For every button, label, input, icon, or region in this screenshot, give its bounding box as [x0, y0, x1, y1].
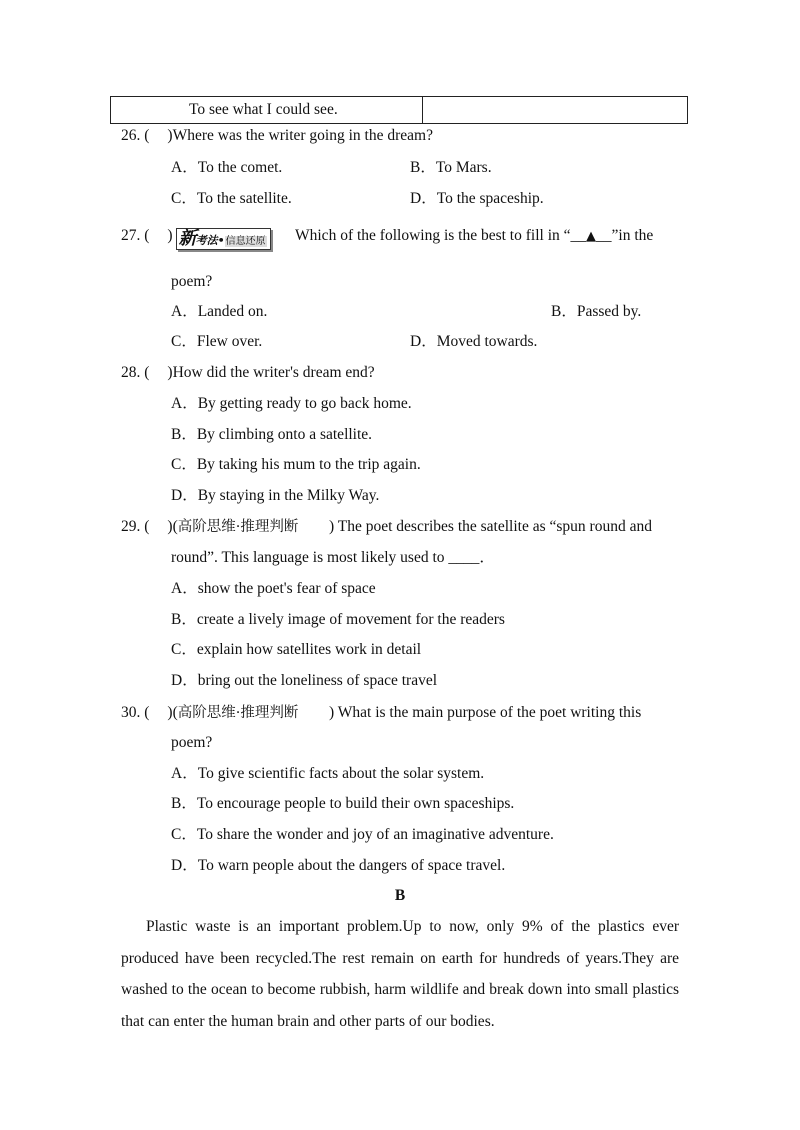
option-d: D．To the spaceship. — [410, 190, 544, 207]
question-27-stem — [295, 226, 679, 247]
table-cell-text: To see what I could see. — [189, 101, 338, 118]
question-29-stem-line1: ) The poet describes the satellite as “spun round and — [329, 518, 652, 535]
question-tag: 高阶思维·推理判断 — [177, 705, 299, 721]
option-b: B．To encourage people to build their own spaceships. — [171, 795, 515, 812]
question-stem-post: ”in the — [611, 227, 654, 244]
option-a: A．To the comet. — [171, 159, 283, 176]
question-close: ) — [167, 227, 173, 244]
option-c: C．To the satellite. — [171, 190, 292, 207]
badge-tail-text: 信息还原 — [225, 236, 266, 247]
option-c: C．To share the wonder and joy of an imaginative adventure. — [171, 826, 554, 843]
triangle-marker: ▲ — [586, 229, 597, 244]
question-29-stem-line2: round”. This language is most likely used to ____． — [171, 549, 495, 566]
question-28 — [121, 363, 375, 383]
question-number: 26. ( — [121, 127, 150, 144]
question-30-stem-line2: poem? — [171, 734, 213, 751]
option-b: B．Passed by. — [551, 303, 642, 320]
option-c: C．By taking his mum to the trip again. — [171, 456, 421, 473]
option-b: B．create a lively image of movement for the readers — [171, 611, 505, 628]
option-d: D．Moved towards. — [410, 333, 538, 350]
question-27-stem-line2: poem? — [171, 273, 213, 290]
question-number: 28. ( — [121, 364, 150, 381]
option-a: A．show the poet's fear of space — [171, 580, 376, 597]
option-d: D．By staying in the Milky Way. — [171, 487, 380, 504]
question-close: )( — [167, 704, 178, 721]
option-d: D．To warn people about the dangers of space travel. — [171, 857, 506, 874]
question-stem: )How did the writer's dream end? — [167, 364, 375, 381]
badge-dot: • — [217, 234, 225, 247]
question-stem-pre: Which of the following is the best to fill in “ — [295, 227, 571, 244]
new-exam-method-badge — [176, 228, 271, 250]
table-cell-right-empty — [423, 97, 687, 123]
option-a: A．Landed on. — [171, 303, 268, 320]
question-30-stem-line1: ) What is the main purpose of the poet writing this — [329, 704, 642, 721]
question-27 — [121, 226, 274, 250]
option-b: B．To Mars. — [410, 159, 492, 176]
question-stem: )Where was the writer going in the dream? — [167, 127, 433, 144]
badge-big-char: 新 — [178, 228, 196, 249]
section-paragraph: Plastic waste is an important problem.Up to now, only 9% of the plastics ever produced have been recycled.The rest remain on earth for hundreds of years.They are washed to the ocean to become rubbish, harm wildlife and break down into small plastics that can enter the human brain and other parts of our bodies. — [121, 918, 679, 1030]
table-cell-left — [111, 97, 423, 123]
option-b: B．By climbing onto a satellite. — [171, 426, 373, 443]
question-26 — [121, 126, 433, 146]
question-number: 29. ( — [121, 518, 150, 535]
blank-before: __ — [570, 227, 587, 244]
badge-small-text: 考法 — [195, 234, 218, 247]
option-c: C．Flew over. — [171, 333, 263, 350]
table-fragment — [110, 96, 688, 124]
section-heading: B — [394, 887, 406, 904]
option-c: C．explain how satellites work in detail — [171, 641, 422, 658]
question-tag: 高阶思维·推理判断 — [177, 519, 299, 535]
question-30 — [121, 703, 298, 723]
blank-after: __ — [596, 227, 612, 244]
option-a: A．By getting ready to go back home. — [171, 395, 412, 412]
option-a: A．To give scientific facts about the solar system. — [171, 765, 485, 782]
option-d: D．bring out the loneliness of space travel — [171, 672, 438, 689]
question-29 — [121, 517, 298, 537]
question-number: 27. ( — [121, 227, 150, 244]
question-number: 30. ( — [121, 704, 150, 721]
question-close: )( — [167, 518, 178, 535]
